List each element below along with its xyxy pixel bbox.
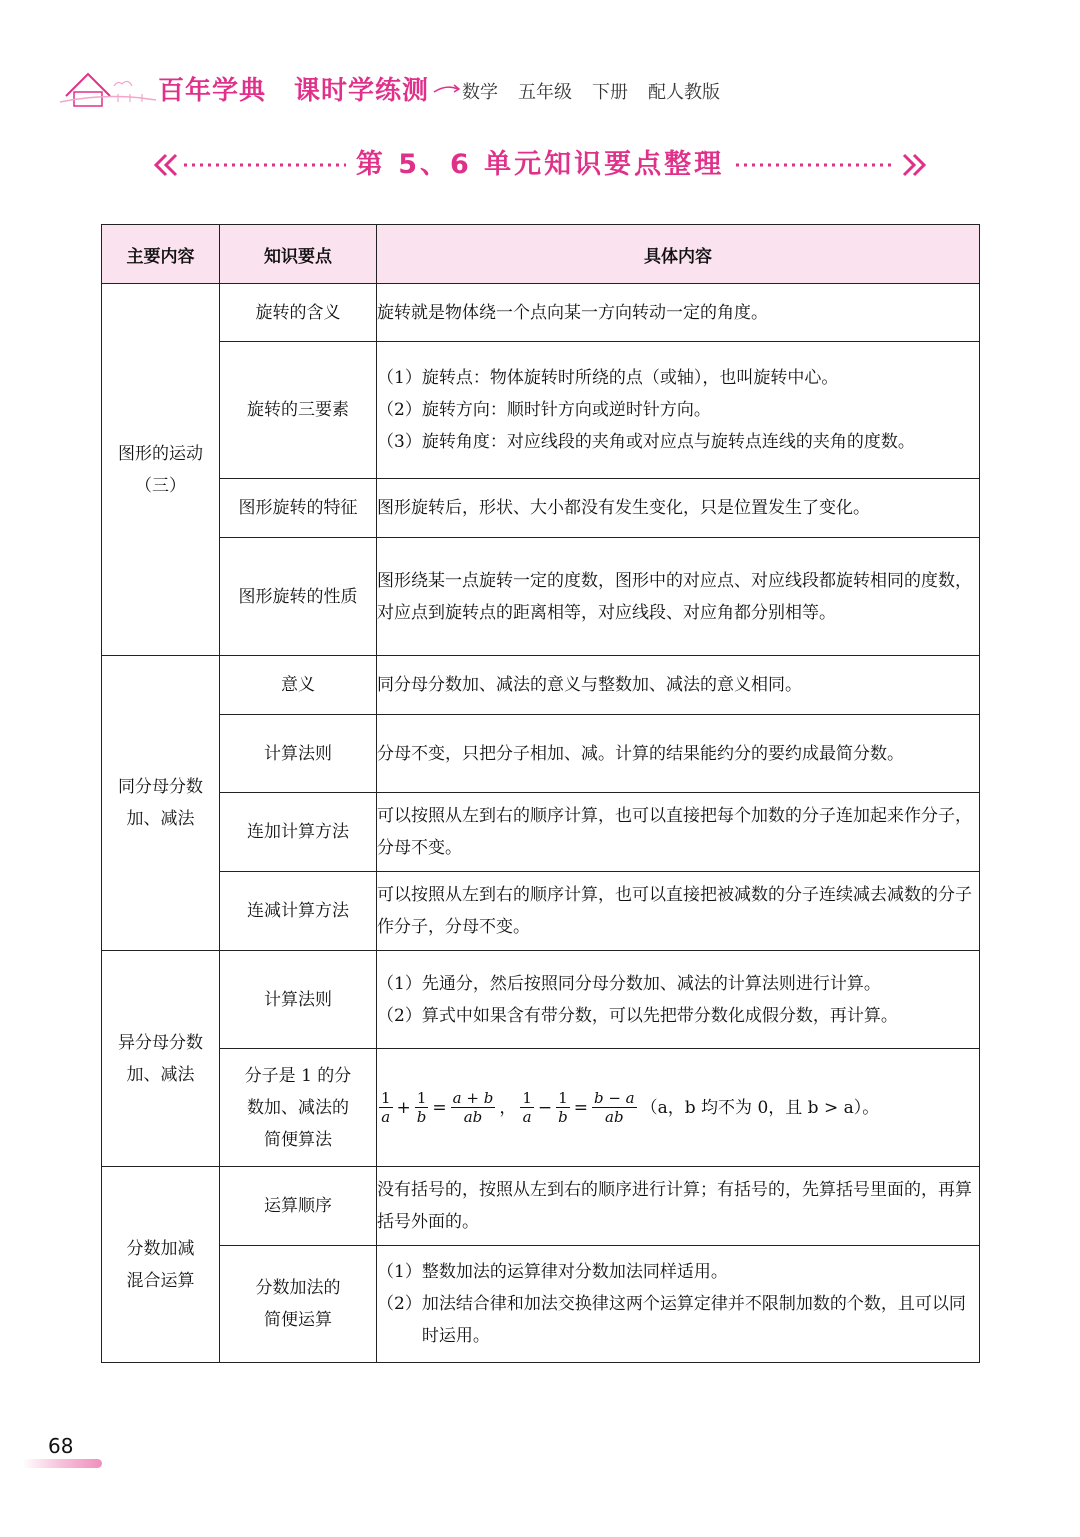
item-number: （2） bbox=[377, 1005, 422, 1026]
double-chevron-left-icon bbox=[150, 145, 350, 185]
main-line: 分数加减 bbox=[126, 1238, 195, 1259]
main-line: 加、减法 bbox=[126, 1064, 195, 1085]
main-line: 异分母分数 bbox=[118, 1032, 203, 1053]
numerator: 1 bbox=[381, 1089, 391, 1107]
fraction bbox=[520, 1089, 534, 1126]
operator: = bbox=[432, 1097, 447, 1118]
separator: ， bbox=[499, 1097, 517, 1118]
list-item bbox=[377, 1288, 979, 1352]
operator: − bbox=[537, 1097, 553, 1118]
operator: + bbox=[396, 1097, 411, 1118]
point-cell bbox=[220, 1049, 377, 1167]
detail-cell: 旋转就是物体绕一个点向某一方向转动一定的角度。 bbox=[377, 284, 980, 342]
item-text: 加法结合律和加法交换律这两个运算定律并不限制加数的个数，且可以同时运用。 bbox=[421, 1294, 966, 1346]
detail-cell: 分母不变，只把分子相加、减。计算的结果能约分的要约成最简分数。 bbox=[377, 715, 980, 793]
fraction bbox=[415, 1089, 429, 1126]
list-item bbox=[377, 394, 979, 426]
item-text: 先通分，然后按照同分母分数加、减法的计算法则进行计算。 bbox=[421, 973, 881, 994]
item-text: 旋转点：物体旋转时所绕的点（或轴），也叫旋转中心。 bbox=[421, 368, 839, 388]
brand-name: 百年学典 bbox=[158, 76, 267, 106]
double-chevron-right-icon bbox=[732, 145, 930, 185]
table-row bbox=[102, 951, 980, 1049]
fraction bbox=[379, 1089, 393, 1126]
main-line: 混合运算 bbox=[126, 1270, 195, 1291]
textbook-version: 配人教版 bbox=[648, 82, 720, 103]
item-number: （2） bbox=[377, 1294, 422, 1314]
point-cell: 图形旋转的性质 bbox=[220, 538, 377, 656]
fraction bbox=[556, 1089, 570, 1126]
table-row bbox=[102, 793, 980, 872]
point-cell: 计算法则 bbox=[220, 715, 377, 793]
point-cell: 计算法则 bbox=[220, 951, 377, 1049]
list-item bbox=[377, 1000, 979, 1032]
page-header bbox=[58, 62, 758, 112]
table-row bbox=[102, 715, 980, 793]
detail-cell bbox=[377, 342, 980, 479]
numerator: a + b bbox=[452, 1089, 494, 1107]
denominator: ab bbox=[605, 1108, 624, 1126]
item-number: （3） bbox=[377, 432, 422, 452]
group-main-cell bbox=[102, 656, 220, 951]
detail-cell: 图形绕某一点旋转一定的度数，图形中的对应点、对应线段都旋转相同的度数，对应点到旋转点的距离相等，对应线段、对应角都分别相等。 bbox=[377, 538, 980, 656]
denominator: ab bbox=[463, 1108, 483, 1126]
condition-text: （a，b 均不为 0，且 b > a）。 bbox=[640, 1097, 880, 1118]
header-detail: 具体内容 bbox=[377, 225, 980, 284]
item-number: （1） bbox=[377, 368, 422, 388]
detail-cell: 图形旋转后，形状、大小都没有发生变化，只是位置发生了变化。 bbox=[377, 479, 980, 538]
subject: 数学 bbox=[462, 82, 498, 103]
detail-cell: 没有括号的，按照从左到右的顺序进行计算；有括号的，先算括号里面的，再算括号外面的。 bbox=[377, 1167, 980, 1246]
point-cell: 连加计算方法 bbox=[220, 793, 377, 872]
denominator: b bbox=[416, 1108, 427, 1126]
table-row bbox=[102, 1049, 980, 1167]
main-line: 加、减法 bbox=[126, 809, 195, 829]
operator: = bbox=[573, 1097, 588, 1118]
fraction bbox=[592, 1089, 637, 1126]
item-text: 旋转角度：对应线段的夹角或对应点与旋转点连线的夹角的度数。 bbox=[421, 432, 915, 452]
volume: 下册 bbox=[592, 82, 628, 103]
point-cell bbox=[220, 1246, 377, 1363]
page-title: 第 5、6 单元知识要点整理 bbox=[355, 149, 725, 180]
point-line: 简便算法 bbox=[264, 1129, 332, 1150]
numerator: 1 bbox=[415, 1089, 429, 1108]
list-item bbox=[377, 968, 979, 1000]
item-text: 整数加法的运算律对分数加法同样适用。 bbox=[421, 1262, 728, 1282]
small-arrow-icon bbox=[432, 82, 462, 96]
table-row bbox=[102, 538, 980, 656]
table-row bbox=[102, 342, 980, 479]
detail-cell bbox=[377, 951, 980, 1049]
detail-cell: 可以按照从左到右的顺序计算，也可以直接把每个加数的分子连加起来作分子，分母不变。 bbox=[377, 793, 980, 872]
point-line: 数加、减法的 bbox=[247, 1097, 349, 1118]
formula-cell bbox=[377, 1049, 980, 1167]
page-number-bar bbox=[22, 1459, 102, 1468]
numerator: 1 bbox=[522, 1089, 532, 1107]
group-main-cell bbox=[102, 951, 220, 1167]
detail-cell: 可以按照从左到右的顺序计算，也可以直接把被减数的分子连续减去减数的分子作分子，分母不变。 bbox=[377, 872, 980, 951]
group-main-cell bbox=[102, 284, 220, 656]
list-item bbox=[377, 426, 979, 458]
series-name: 课时学练测 bbox=[294, 76, 430, 106]
point-cell: 运算顺序 bbox=[220, 1167, 377, 1246]
main-line: （三） bbox=[135, 475, 186, 496]
item-text: 旋转方向：顺时针方向或逆时针方向。 bbox=[421, 400, 711, 420]
table-row bbox=[102, 1167, 980, 1246]
denominator: a bbox=[522, 1108, 532, 1126]
detail-cell bbox=[377, 1246, 980, 1363]
point-cell: 连减计算方法 bbox=[220, 872, 377, 951]
denominator: b bbox=[558, 1108, 568, 1126]
table-row bbox=[102, 1246, 980, 1363]
point-cell: 旋转的三要素 bbox=[220, 342, 377, 479]
table-row bbox=[102, 656, 980, 715]
numerator: 1 bbox=[556, 1089, 570, 1108]
point-cell: 意义 bbox=[220, 656, 377, 715]
denominator: a bbox=[381, 1108, 391, 1126]
detail-cell: 同分母分数加、减法的意义与整数加、减法的意义相同。 bbox=[377, 656, 980, 715]
item-number: （2） bbox=[377, 400, 422, 420]
table-header-row bbox=[102, 225, 980, 284]
table-row bbox=[102, 284, 980, 342]
list-item bbox=[377, 1256, 979, 1288]
main-line: 图形的运动 bbox=[118, 443, 203, 464]
point-cell: 旋转的含义 bbox=[220, 284, 377, 342]
section-title-row bbox=[150, 145, 930, 185]
list-item bbox=[377, 362, 979, 394]
header-point: 知识要点 bbox=[220, 225, 377, 284]
table-row bbox=[102, 872, 980, 951]
point-cell: 图形旋转的特征 bbox=[220, 479, 377, 538]
table-row bbox=[102, 479, 980, 538]
group-main-cell bbox=[102, 1167, 220, 1363]
item-text: 算式中如果含有带分数，可以先把带分数化成假分数，再计算。 bbox=[421, 1005, 898, 1026]
page-number: 68 bbox=[48, 1434, 74, 1458]
knowledge-table bbox=[101, 224, 980, 1363]
header-main: 主要内容 bbox=[102, 225, 220, 284]
fraction bbox=[451, 1089, 496, 1126]
edition-info bbox=[462, 78, 740, 104]
numerator: b − a bbox=[593, 1089, 635, 1107]
point-line: 分子是 1 的分 bbox=[244, 1065, 352, 1086]
item-number: （1） bbox=[377, 1262, 422, 1282]
point-line: 分数加法的 bbox=[255, 1278, 341, 1298]
house-icon bbox=[58, 62, 158, 108]
main-line: 同分母分数 bbox=[118, 777, 203, 797]
item-number: （1） bbox=[377, 973, 422, 994]
grade: 五年级 bbox=[518, 82, 572, 103]
point-line: 简便运算 bbox=[264, 1310, 332, 1330]
